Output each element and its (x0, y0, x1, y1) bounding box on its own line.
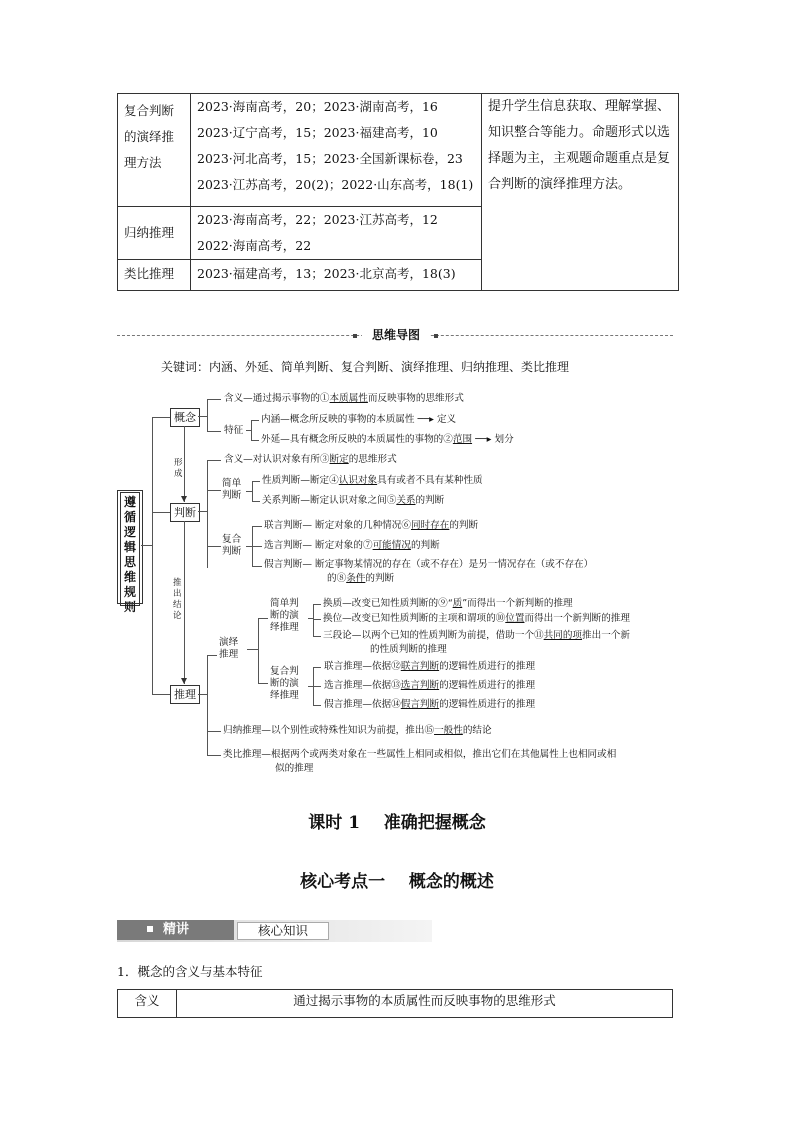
connector (258, 618, 259, 683)
heading-dot (434, 334, 438, 338)
root-node: 遵循逻辑思维规则 (120, 492, 140, 606)
connector (313, 686, 321, 687)
hypothetical-reasoning: 假言推理—依据⑭假言判断的逻辑性质进行的推理 (324, 699, 536, 710)
connector (207, 755, 221, 756)
keywords: 关键词：内涵、外延、简单判断、复合判断、演绎推理、归纳推理、类比推理 (161, 360, 570, 374)
reasoning-node: 推理 (170, 685, 200, 704)
hypothetical-judgment: 假言判断— 断定事物某情况的存在（或不存在）是另一情况存在（或不存在） (264, 559, 594, 570)
form-label: 形成 (174, 458, 183, 479)
connector (313, 604, 314, 636)
connector (207, 655, 208, 755)
connector (246, 491, 252, 492)
syllogism: 三段论—以两个已知的性质判断为前提，借助一个⑪共同的项推出一个新 (323, 630, 630, 641)
connector (252, 501, 260, 502)
connector (252, 526, 262, 527)
connector (207, 731, 221, 732)
concept-meaning: 含义—通过揭示事物的①本质属性而反映事物的思维形式 (224, 393, 464, 404)
connector (313, 636, 321, 637)
arrow-head-icon (181, 496, 187, 502)
square-icon (147, 926, 153, 932)
disjunctive-judgment: 选言判断— 断定对象的⑦可能情况的判断 (264, 540, 440, 551)
connector (198, 416, 207, 417)
connector (207, 655, 217, 656)
syllogism-cont: 的性质判断的推理 (370, 644, 447, 655)
judgment-node: 判断 (170, 503, 200, 522)
core-point-title: 核心考点一 概念的概述 (300, 872, 494, 892)
deductive-reasoning: 演绎推理 (219, 637, 239, 660)
table-row-label: 归纳推理 (118, 207, 191, 260)
compound-judgment: 复合判断 (222, 534, 242, 557)
conversion-quality: 换质—改变已知性质判断的⑨“质”而得出一个新判断的推理 (323, 598, 573, 609)
connector (313, 619, 321, 620)
connector (207, 460, 208, 568)
connector (207, 490, 221, 491)
table-note: 提升学生信息获取、理解掌握、知识整合等能力。命题形式以选择题为主，主观题命题重点是复合判断的演绎推理方法。 (482, 94, 679, 291)
connector (252, 566, 262, 567)
extension: 外延—具有概念所反映的本质属性的事物的②范围 ──▸ 划分 (261, 434, 514, 445)
relation-judgment: 关系判断—断定认识对象之间⑤关系的判断 (262, 495, 445, 506)
connotation: 内涵—概念所反映的事物的本质属性 ──▸ 定义 (261, 414, 457, 425)
table-refs: 2023·福建高考，13；2023·北京高考，18(3) (191, 260, 482, 291)
form-arrow (184, 426, 185, 502)
connector (252, 546, 262, 547)
connector (313, 604, 321, 605)
connector (152, 417, 170, 418)
analogical-reasoning-cont: 似的推理 (275, 763, 314, 774)
derive-arrow (184, 521, 185, 684)
section-heading: 1．概念的含义与基本特征 (117, 964, 263, 979)
inductive-reasoning: 归纳推理—以个别性或特殊性知识为前提，推出⑮一般性的结论 (223, 725, 492, 736)
conversion-position: 换位—改变已知性质判断的主项和谓项的⑩位置而得出一个新判断的推理 (323, 613, 630, 624)
connector (152, 694, 170, 695)
table-row-label: 类比推理 (118, 260, 191, 291)
connector (198, 694, 207, 695)
table-refs: 2023·海南高考，20；2023·湖南高考，16 2023·辽宁高考，15；2023·福建高考，10 2023·河北高考，15；2023·全国新课标卷，23 2023·江苏高考，20(2)；2022·山东高考，18(1) (191, 94, 482, 207)
definition-value: 通过揭示事物的本质属性而反映事物的思维形式 (293, 993, 556, 1008)
compound-deduction: 复合判断的演绎推理 (270, 666, 299, 701)
simple-judgment: 简单判断 (222, 478, 242, 501)
connector (252, 481, 253, 501)
banner-left: 精讲 (117, 920, 234, 940)
connector (251, 420, 259, 421)
connector (258, 618, 268, 619)
connector (313, 667, 321, 668)
connector (252, 481, 260, 482)
connector (251, 420, 252, 440)
simple-deduction: 简单判断的演绎推理 (270, 598, 299, 633)
mindmap-heading: 思维导图 (362, 327, 430, 343)
concept-node: 概念 (170, 408, 200, 427)
derive-label: 推出结论 (173, 578, 182, 621)
connector (251, 440, 259, 441)
table-row-label: 复合判断的演绎推理方法 (118, 94, 191, 207)
exam-reference-table (117, 93, 679, 291)
connector (313, 705, 321, 706)
connector (207, 431, 221, 432)
connector (207, 399, 208, 431)
conjunctive-judgment: 联言判断— 断定对象的几种情况⑥同时存在的判断 (264, 520, 479, 531)
connector (258, 683, 268, 684)
hypothetical-judgment-cont: 的⑧条件的判断 (327, 573, 395, 584)
table-refs: 2023·海南高考，22；2023·江苏高考，12 2022·海南高考，22 (191, 207, 482, 260)
heading-dot (353, 334, 357, 338)
banner-right: 核心知识 (237, 922, 329, 940)
definition-label: 含义 (118, 990, 177, 1017)
property-judgment: 性质判断—断定④认识对象具有或者不具有某种性质 (262, 475, 483, 486)
connector (141, 545, 152, 546)
connector (198, 511, 207, 512)
connector (207, 399, 221, 400)
judgment-meaning: 含义—对认识对象有所③断定的思维形式 (224, 454, 397, 465)
arrow-head-icon (181, 678, 187, 684)
connector (247, 649, 258, 650)
connector (207, 546, 221, 547)
conjunctive-reasoning: 联言推理—依据⑫联言判断的逻辑性质进行的推理 (324, 661, 536, 672)
concept-feature: 特征 (224, 425, 244, 436)
root-frame (117, 490, 143, 604)
disjunctive-reasoning: 选言推理—依据⑬选言判断的逻辑性质进行的推理 (324, 680, 536, 691)
connector (152, 512, 170, 513)
lesson-title: 课时 1 准确把握概念 (308, 813, 486, 833)
connector (152, 417, 153, 695)
connector (207, 460, 221, 461)
definition-table (117, 989, 673, 1018)
analogical-reasoning: 类比推理—根据两个或两类对象在一些属性上相同或相似，推出它们在其他属性上也相同或相 (223, 749, 617, 760)
connector (246, 430, 251, 431)
